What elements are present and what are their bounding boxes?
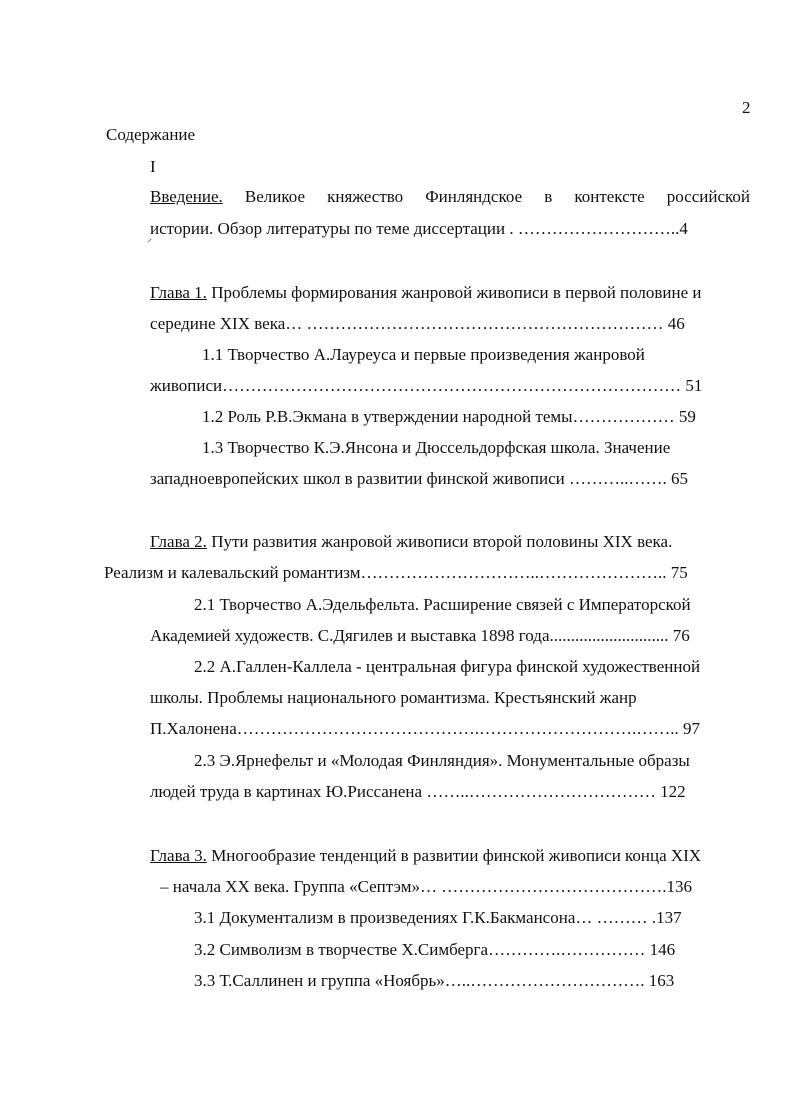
intro-line-2: истории. Обзор литературы по теме диссертации . ………………………..4 [150, 219, 688, 238]
chapter2-title: Пути развития жанровой живописи второй половины XIX века. [211, 532, 673, 551]
chapter1-line-2: середине XIX века… ……………………………………………………… 46 [150, 314, 685, 333]
section-2-1-line-1: 2.1 Творчество А.Эдельфельта. Расширение связей с Императорской [194, 595, 691, 614]
section-2-2-line-2: школы. Проблемы национального романтизма. Крестьянский жанр [150, 688, 637, 707]
chapter2-line-2: Реализм и калевальский романтизм…………………………..………………….. 75 [104, 563, 688, 582]
part-numeral: I [150, 157, 156, 176]
section-2-2-line-3: П.Халонена…………………………………….……………………….…….. 97 [150, 719, 701, 738]
section-1-1-line-1: 1.1 Творчество А.Лауреуса и первые произведения жанровой [202, 345, 645, 364]
section-1-3-line-2: западноевропейских школ в развитии финской живописи ………..……. 65 [150, 469, 688, 488]
toc-heading: Содержание [106, 125, 196, 144]
section-2-2-line-1: 2.2 А.Галлен-Каллела - центральная фигура финской художественной [194, 657, 701, 676]
page-number: 2 [742, 98, 751, 117]
chapter1-label: Глава 1. [150, 283, 207, 302]
intro-title: Великое княжество Финляндское в контексте российской [244, 187, 751, 206]
section-3-2: 3.2 Символизм в творчестве Х.Симберга………….…………… 146 [194, 940, 676, 959]
chapter2-label: Глава 2. [150, 532, 207, 551]
section-2-1-line-2: Академией художеств. С.Дягилев и выставка 1898 года............................ 76 [150, 626, 690, 645]
pen-mark [147, 239, 151, 243]
chapter1-title: Проблемы формирования жанровой живописи в первой половине и [211, 283, 702, 302]
chapter3-title: Многообразие тенденций в развитии финской живописи конца XIX [211, 846, 702, 865]
section-1-1-line-2: живописи……………………………………………………………………… 51 [150, 376, 703, 395]
section-3-3: 3.3 Т.Саллинен и группа «Ноябрь»…..…………………………. 163 [194, 971, 675, 990]
chapter1-line-1 [150, 283, 702, 303]
intro-line-1 [150, 187, 750, 207]
chapter3-line-1 [150, 846, 701, 866]
section-3-1: 3.1 Документализм в произведениях Г.К.Бакмансона… ……… .137 [194, 908, 682, 927]
intro-label: Введение. [150, 187, 223, 206]
chapter3-label: Глава 3. [150, 846, 207, 865]
section-1-2: 1.2 Роль Р.В.Экмана в утверждении народной темы……………… 59 [202, 407, 696, 426]
section-1-3-line-1: 1.3 Творчество К.Э.Янсона и Дюссельдорфская школа. Значение [202, 438, 671, 457]
chapter3-line-2: – начала XX века. Группа «Септэм»… ………………………………….136 [160, 877, 693, 896]
chapter2-line-1 [150, 532, 672, 552]
section-2-3-line-2: людей труда в картинах Ю.Риссанена ……..…………………………… 122 [150, 782, 686, 801]
section-2-3-line-1: 2.3 Э.Ярнефельт и «Молодая Финляндия». Монументальные образы [194, 751, 690, 770]
